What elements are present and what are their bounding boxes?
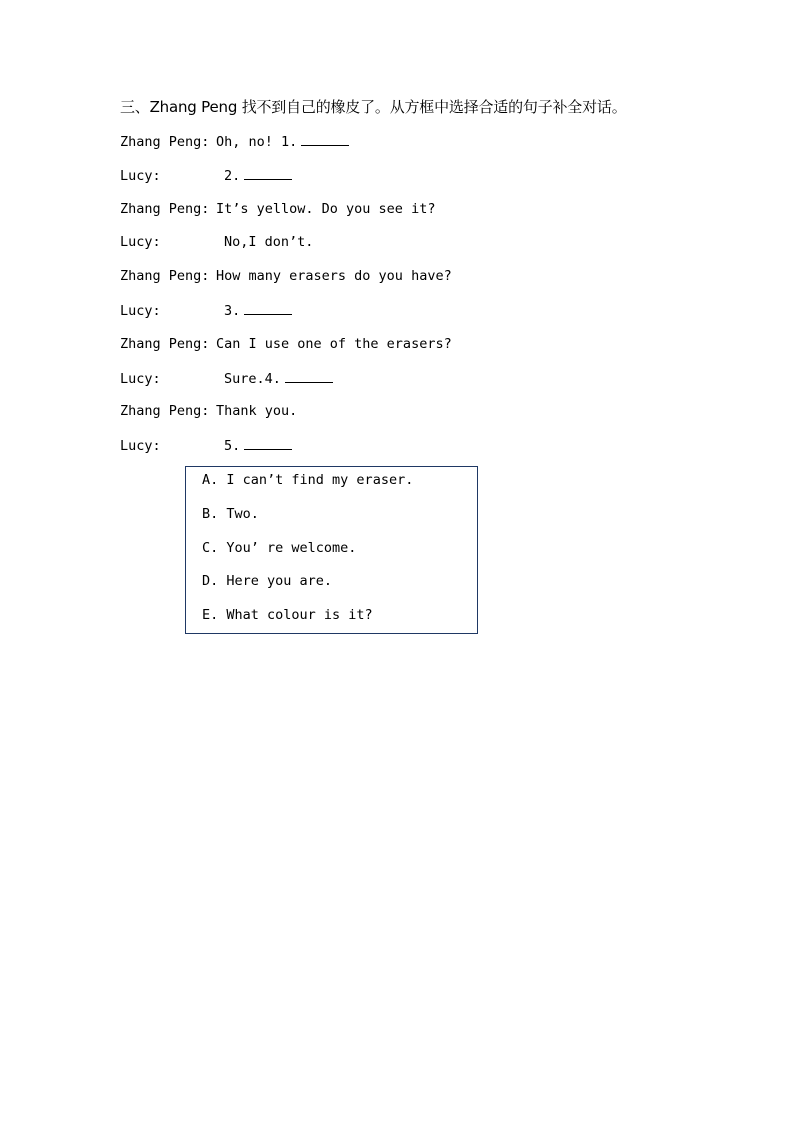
option-letter: C. (202, 540, 227, 556)
option-letter: A. (202, 472, 227, 488)
speech-text: 3. (224, 303, 241, 319)
speaker-name: Lucy: (120, 303, 161, 319)
option-text: What colour is it? (226, 607, 373, 623)
option-letter: B. (202, 506, 227, 522)
speaker-name: Lucy: (120, 371, 161, 387)
dialogue-line (120, 233, 313, 251)
option-letter: D. (202, 573, 227, 589)
option-text: Two. (226, 506, 259, 522)
dialogue-line (120, 369, 333, 388)
dialogue-line (120, 166, 292, 185)
option-item (202, 606, 373, 624)
dialogue-line (120, 436, 292, 455)
exercise-heading: 三、Zhang Peng 找不到自己的橡皮了。从方框中选择合适的句子补全对话。 (120, 98, 627, 116)
speaker-name: Zhang Peng: (120, 134, 210, 150)
dialogue-line (120, 200, 435, 218)
answer-blank[interactable] (285, 369, 333, 383)
option-item (202, 539, 356, 557)
option-letter: E. (202, 607, 227, 623)
speaker-name: Lucy: (120, 234, 161, 250)
options-box (185, 466, 478, 634)
dialogue-line (120, 301, 292, 320)
option-text: Here you are. (226, 573, 333, 589)
speech-text: 5. (224, 438, 241, 454)
speaker-name: Zhang Peng: (120, 201, 210, 217)
speech-text: 2. (224, 168, 241, 184)
speaker-name: Zhang Peng: (120, 336, 210, 352)
speech-text: Thank you. (216, 403, 298, 419)
speech-text: It’s yellow. Do you see it? (216, 201, 436, 217)
speech-text: Sure.4. (224, 371, 281, 387)
dialogue-line (120, 402, 297, 420)
dialogue-line (120, 335, 452, 353)
option-text: You’ re welcome. (226, 540, 357, 556)
speech-text: How many erasers do you have? (216, 268, 452, 284)
option-text: I can’t find my eraser. (226, 472, 414, 488)
dialogue-line (120, 267, 452, 285)
speaker-name: Zhang Peng: (120, 403, 210, 419)
answer-blank[interactable] (244, 166, 292, 180)
speech-text: No,I don’t. (224, 234, 314, 250)
option-item (202, 572, 332, 590)
speech-text: Oh, no! 1. (216, 134, 298, 150)
answer-blank[interactable] (244, 436, 292, 450)
speaker-name: Lucy: (120, 438, 161, 454)
option-item (202, 505, 259, 523)
option-item (202, 471, 413, 489)
dialogue-line (120, 132, 349, 151)
speaker-name: Zhang Peng: (120, 268, 210, 284)
answer-blank[interactable] (301, 132, 349, 146)
speaker-name: Lucy: (120, 168, 161, 184)
speech-text: Can I use one of the erasers? (216, 336, 452, 352)
answer-blank[interactable] (244, 301, 292, 315)
